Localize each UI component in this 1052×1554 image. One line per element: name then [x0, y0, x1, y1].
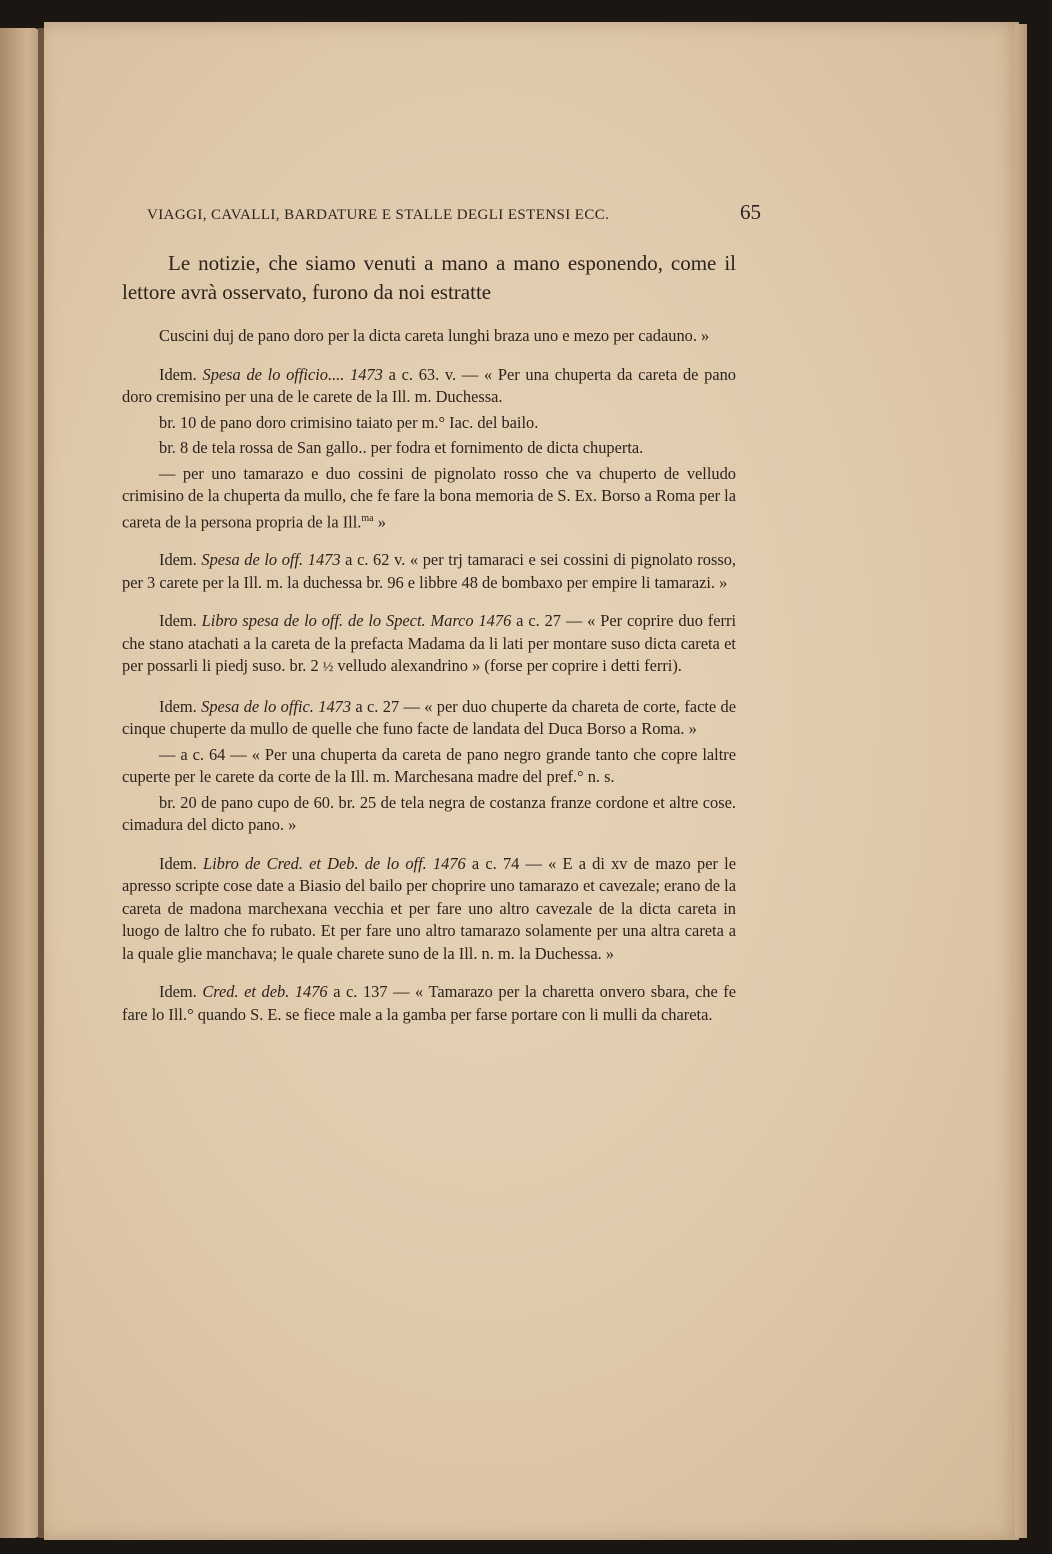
- paragraph-spesa-1473-c63: Idem. Spesa de lo officio.... 1473 a c. 63. v. — « Per una chuperta da careta de pano doro cremisino per una de le carete de la Ill. m. Duchessa.: [122, 364, 737, 406]
- page-number: 65: [740, 200, 761, 224]
- running-head: [147, 200, 761, 225]
- paragraph-libro-spesa-1476: Idem. Libro spesa de lo off. de lo Spect. Marco 1476 a c. 27 — « Per coprire duo ferri che stano atachati a la careta de la prefacta Madama da li lati per montare suso dicta careta et per possarli li piedj suso. br. 2 ½ velludo alexandrino » (forse per coprire i detti ferri).: [122, 611, 736, 676]
- paragraph-cred-deb-c74: Idem. Libro de Cred. et Deb. de lo off. 1476 a c. 74 — « E a di xv de mazo per le apresso scripte cose date a Biasio del bailo per choprire uno tamarazo et cavezale; erano de la careta de madona marchexana vecchia et per fare uno altro cavezale de la dicta careta in luogo de laltro che fo rubato. Et per fare uno altro tamarazo solamente per una altra careta a la quale glie manchava; le quale charete suno de la Ill. n. m. la Duchessa. »: [122, 853, 736, 963]
- intro-paragraph: Le notizie, che siamo venuti a mano a mano esponendo, come il lettore avrà osservato, furono da noi estratte: [122, 251, 736, 304]
- paragraph-br8: br. 8 de tela rossa de San gallo.. per fodra et fornimento de dicta chuperta.: [159, 438, 644, 457]
- paragraph-c64: — a c. 64 — « Per una chuperta da careta de pano negro grande tanto che copre laltre cuperte per le carete da corte de la Ill. m. Marchesana madre del pref.° n. s.: [122, 744, 736, 787]
- running-title: VIAGGI, CAVALLI, BARDATURE E STALLE DEGLI ESTENSI ECC.: [147, 207, 610, 223]
- paragraph-br20: br. 20 de pano cupo de 60. br. 25 de tela negra de costanza franze cordone et altre cose. cimadura del dicto pano. »: [122, 792, 736, 835]
- paragraph-tamarazo: — per uno tamarazo e duo cossini de pignolato rosso che va chuperto de velludo crimisino de la chuperta da mullo, che fe fare la bona memoria de S. Ex. Borso a Roma per la careta de la persona propria de la Ill.$^{ma}$ »: [122, 463, 736, 531]
- paragraph-spesa-1473-c27: Idem. Spesa de lo offic. 1473 a c. 27 — « per duo chuperte da chareta de corte, facte de cinque chuperte da mullo de quelle che funo facte de landata del Duca Borso a Roma. »: [122, 696, 737, 739]
- paragraph-br10: br. 10 de pano doro crimisino taiato per m.° Iac. del bailo.: [159, 412, 539, 432]
- page-fore-edge: [1015, 24, 1027, 1538]
- paragraph-cred-deb-c137: Idem. Cred. et deb. 1476 a c. 137 — « Tamarazo per la charetta onvero sbara, che fe fare lo Ill.° quando S. E. se fiece male a la gamba per farse portare con li mulli da chareta.: [122, 982, 737, 1024]
- paragraph-spesa-1473-c62: Idem. Spesa de lo off. 1473 a c. 62 v. « per trj tamaraci e sei cossini di pignolato rosso, per 3 carete per la Ill. m. la duchessa br. 96 e libbre 48 de bombaxo per empire li tamarazi. »: [122, 550, 736, 592]
- page-text: [122, 200, 761, 1026]
- paragraph-cuscini: Cuscini duj de pano doro per la dicta careta lunghi braza uno e mezo per cadauno. »: [159, 326, 710, 345]
- previous-page-edge: [0, 28, 40, 1538]
